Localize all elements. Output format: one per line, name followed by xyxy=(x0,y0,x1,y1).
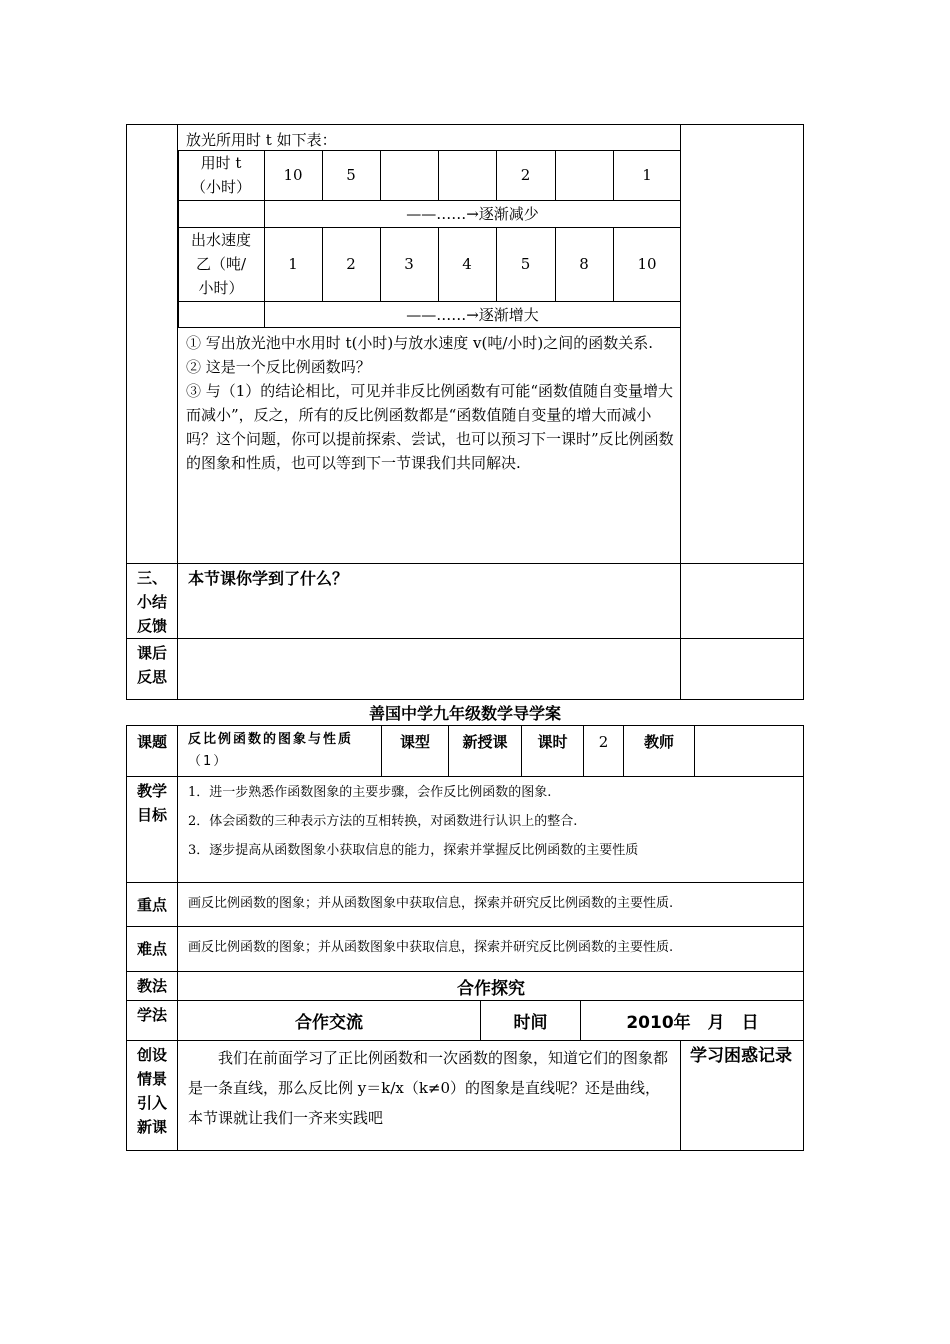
goals-label-line: 目标 xyxy=(136,806,167,824)
table-cell: 3 xyxy=(404,255,414,273)
reflection-label xyxy=(127,641,177,689)
goals-list xyxy=(188,778,798,865)
difficulty-label: 难点 xyxy=(136,940,167,958)
table-cell xyxy=(438,150,496,200)
study-value: 合作交流 xyxy=(295,1013,363,1033)
summary-text: 本节课你学到了什么？ xyxy=(188,569,349,588)
goal-item: 2．体会函数的三种表示方法的互相转换，对函数进行认识上的整合. xyxy=(188,814,578,829)
row1-header-line: 用时 t xyxy=(200,154,242,172)
table-cell: 2 xyxy=(520,166,531,184)
summary-label xyxy=(127,566,177,638)
reflection-label-line: 课后 xyxy=(136,644,167,662)
divider xyxy=(126,926,804,927)
intro-label-line: 情景 xyxy=(136,1070,167,1088)
row2-header-line: 乙（吨/ xyxy=(195,255,247,273)
divider xyxy=(126,1040,804,1041)
goals-label-line: 教学 xyxy=(136,782,167,800)
topic-value-line: 反比例函数的图象与性质 xyxy=(188,732,354,747)
key-label: 重点 xyxy=(136,895,167,914)
question-item: ① 写出放光池中水用时 t(小时)与放水速度 v(吨/小时)之间的函数关系. xyxy=(186,334,654,352)
table-cell: 10 xyxy=(637,255,657,273)
goal-item: 1．进一步熟悉作函数图象的主要步骤，会作反比例函数的图象. xyxy=(188,785,552,800)
trend-arrow-decreasing: ——……→逐渐减少 xyxy=(406,204,539,223)
row2-header-line: 出水速度 xyxy=(190,231,251,249)
method-label: 教法 xyxy=(136,977,167,995)
divider xyxy=(126,882,804,883)
hours-value: 2 xyxy=(598,733,609,751)
time-label: 时间 xyxy=(513,1013,548,1033)
summary-label-line: 小结 xyxy=(136,593,167,611)
table-cell: 4 xyxy=(462,255,472,273)
study-label: 学法 xyxy=(136,1006,167,1024)
topic-label: 课题 xyxy=(136,733,167,751)
reflection-label-line: 反思 xyxy=(136,668,167,686)
intro-label-line: 创设 xyxy=(136,1046,167,1064)
row1-header-line: （小时） xyxy=(190,178,251,196)
question-item: ③ 与（1）的结论相比，可见并非反比例函数有可能“函数值随自变量增大而减小”，反之，所有的反比例函数都是“函数值随自变量的增大而减小吗？这个问题，你可以提前探索、尝试，也可以预习下一课时”反比例函数的图象和性质，也可以等到下一节课我们共同解决. xyxy=(186,382,674,472)
table-cell: 2 xyxy=(346,255,356,273)
table-cell: 5 xyxy=(520,255,531,273)
topic-value xyxy=(188,729,378,773)
hours-label: 课时 xyxy=(537,733,568,751)
question-list xyxy=(186,331,674,475)
divider xyxy=(680,1040,681,1151)
question-item: ② 这是一个反比例函数吗？ xyxy=(186,358,371,376)
summary-label-line: 三、 xyxy=(136,569,167,587)
table-cell xyxy=(555,150,613,200)
intro-label-line: 新课 xyxy=(136,1118,167,1136)
time-value: 2010年 月 日 xyxy=(626,1013,759,1033)
topic-value-line: （1） xyxy=(188,754,229,769)
table-intro: 放光所用时 t 如下表： xyxy=(186,131,337,149)
goals-label xyxy=(127,779,177,827)
divider xyxy=(126,776,804,777)
type-value: 新授课 xyxy=(462,733,508,751)
summary-label-line: 反馈 xyxy=(136,617,167,635)
row2-header-line: 小时） xyxy=(198,279,244,297)
intro-label-line: 引入 xyxy=(136,1094,167,1112)
table-cell: 5 xyxy=(346,166,356,184)
table-cell xyxy=(380,150,438,200)
difficulty-text: 画反比例函数的图象；并从函数图象中获取信息，探索并研究反比例函数的主要性质. xyxy=(188,940,674,955)
goal-item: 3．逐步提高从函数图象小获取信息的能力，探索并掌握反比例函数的主要性质 xyxy=(188,843,639,858)
page-title: 善国中学九年级数学导学案 xyxy=(368,704,561,723)
type-label: 课型 xyxy=(399,733,430,751)
table-cell: 1 xyxy=(288,255,298,273)
trend-arrow-increasing: ——……→逐渐增大 xyxy=(406,305,539,324)
teacher-label: 教师 xyxy=(643,733,674,751)
table-cell: 10 xyxy=(283,166,303,184)
key-text: 画反比例函数的图象；并从函数图象中获取信息，探索并研究反比例函数的主要性质. xyxy=(188,896,674,911)
divider xyxy=(177,725,178,1151)
method-value: 合作探究 xyxy=(457,978,525,999)
divider xyxy=(694,725,695,776)
row1-header xyxy=(178,150,264,200)
notes-label: 学习困惑记录 xyxy=(690,1046,792,1066)
intro-label xyxy=(127,1043,177,1139)
divider xyxy=(126,563,804,564)
intro-text: 我们在前面学习了正比例函数和一次函数的图象，知道它们的图象都是一条直线，那么反比例 y＝k/x（k≠0）的图象是直线呢？还是曲线，本节课就让我们一齐来实践吧 xyxy=(188,1049,669,1127)
divider xyxy=(126,638,804,639)
row2-header xyxy=(178,227,264,301)
table-cell: 8 xyxy=(579,255,589,273)
table-cell: 1 xyxy=(642,166,652,184)
